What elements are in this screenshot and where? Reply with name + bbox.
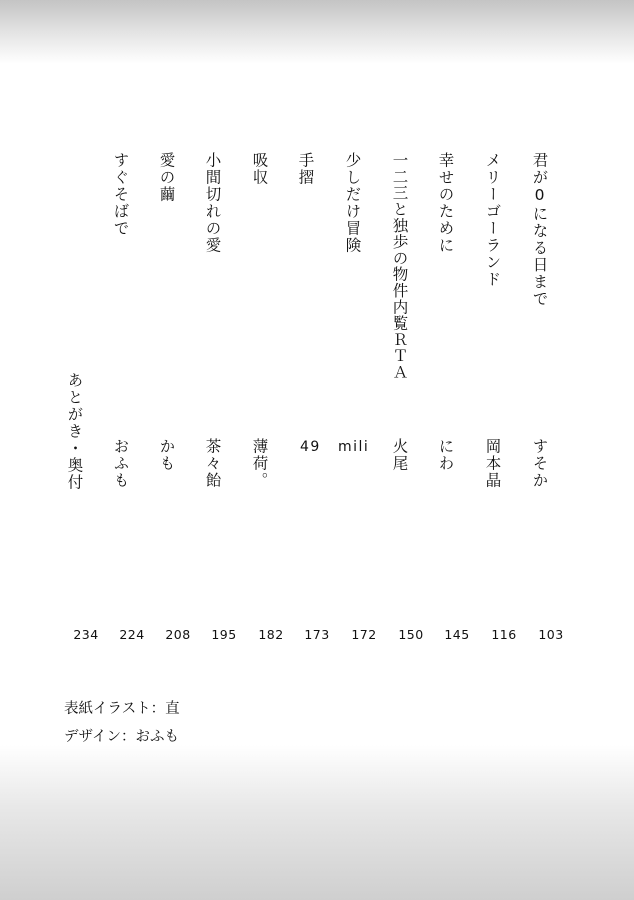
entry-author: 49 [300, 439, 321, 455]
entry-page-number: 195 [211, 627, 237, 642]
entry-author: 薄荷。 [250, 438, 269, 489]
entry-title: メリーゴーランド [483, 152, 502, 288]
entry-title: 小間切れの愛 [203, 152, 222, 254]
entry-author: おふも [111, 438, 130, 489]
entry-title: 少しだけ冒険 [343, 152, 362, 254]
entry-title: 吸収 [250, 152, 269, 186]
entry-author: 火尾 [390, 438, 409, 472]
entry-page-number: 150 [398, 627, 424, 642]
entry-author: かも [157, 438, 176, 472]
entry-title: 君が0になる日まで [530, 152, 549, 308]
entry-author: mili [338, 439, 370, 455]
entry-title: 幸せのために [436, 152, 455, 254]
entry-title: 一二三と独歩の物件内覧ＲＴＡ [390, 152, 409, 381]
afterword-title: あとがき・奥付 [65, 372, 84, 491]
cover-illustration-credit: 表紙イラスト：直 [64, 701, 180, 717]
entry-page-number: 182 [258, 627, 284, 642]
design-credit: デザイン：おふも [64, 729, 179, 745]
entry-page-number: 173 [304, 627, 330, 642]
entry-page-number: 208 [165, 627, 191, 642]
bottom-gradient-band [0, 745, 634, 900]
entry-page-number: 172 [351, 627, 377, 642]
entry-page-number: 116 [491, 627, 517, 642]
entry-title: 手摺 [296, 152, 315, 186]
entry-title: 愛の繭 [157, 152, 176, 203]
entry-page-number: 224 [119, 627, 145, 642]
entry-title: すぐそばで [111, 152, 130, 237]
credits [64, 699, 180, 755]
entry-page-number: 145 [444, 627, 470, 642]
afterword-page-number: 234 [73, 627, 99, 642]
entry-author: すそか [530, 438, 549, 489]
entry-author: にわ [436, 438, 455, 472]
entry-author: 岡本晶 [483, 438, 502, 489]
entry-author: 茶々飴 [203, 438, 222, 489]
entry-page-number: 103 [538, 627, 564, 642]
